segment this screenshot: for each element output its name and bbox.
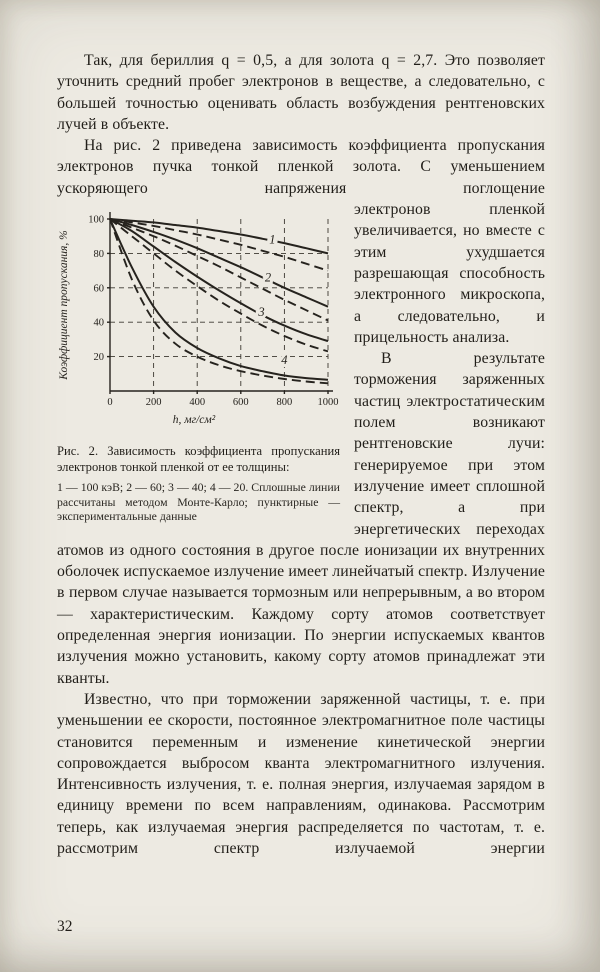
svg-text:600: 600 [232, 397, 249, 409]
figure-2-caption [57, 443, 340, 524]
figure-caption-title: Рис. 2. Зависимость коэффициента пропускания электронов тонкой пленкой от ее толщины: [57, 444, 340, 475]
svg-text:1: 1 [269, 232, 276, 247]
svg-text:2: 2 [264, 270, 272, 285]
svg-text:h, мг/см²: h, мг/см² [172, 414, 216, 427]
svg-text:3: 3 [258, 304, 265, 319]
svg-text:200: 200 [145, 397, 162, 409]
paragraph-fig2-continuation: электронов пленкой увеличивается, но вместе с этим ухудшается разрешающая способность электронного микроскопа, а следовательно, и прицельность анализа. [354, 201, 545, 346]
svg-text:80: 80 [93, 248, 104, 260]
figure-2 [57, 205, 340, 524]
figure-text-wrap [57, 199, 545, 689]
svg-text:4: 4 [281, 353, 288, 368]
paragraph-radiation-spectrum: Известно, что при торможении заряженной частицы, т. е. при уменьшении ее скорости, постоянное электромагнитное поле частицы становится переменным и изменение кинетической энергии сопровождается выбросом кванта электромагнитного излучения. Интенсивность излучения, т. е. полная энергия, излучаемая зарядом в единицу времени по всем направлениям, одинакова. Рассмотрим теперь, как излучаемая энергия распределяется по частотам, т. е. рассмотрим спектр излучаемой энергии [57, 690, 545, 857]
transmission-chart [57, 205, 340, 436]
svg-text:20: 20 [93, 352, 104, 364]
paragraph-bremsstrahlung: В результате торможения заряженных частиц электростатическим полем возникают рентгеновские лучи: генерируемое при этом излучение имеет сплошной спектр, а при энергетических переходах атомов из одного состояния в другое после ионизации их внутренних оболочек испускаемое излучение имеет линейчатый спектр. Излучение в первом случае называется тормозным или непрерывным, а во втором — характеристическим. Каждому сорту атомов соответствует определенная энергия ионизации. По энергии испускаемых квантов излучения можно установить, какому сорту атомов принадлежат эти кванты. [57, 350, 545, 687]
svg-text:40: 40 [93, 317, 104, 329]
figure-caption-legend: 1 — 100 кэВ; 2 — 60; 3 — 40; 4 — 20. Сплошные линии рассчитаны методом Монте-Карло; пунктирные — экспериментальные данные [57, 480, 340, 524]
svg-text:1000: 1000 [317, 397, 339, 409]
svg-text:60: 60 [93, 283, 104, 295]
paragraph-beryllium-gold: Так, для бериллия q = 0,5, а для золота q = 2,7. Это позволяет уточнить средний пробег электронов в веществе, а следовательно, с большей точностью оценивать область возбуждения рентгеновских лучей в объекте. [57, 52, 545, 133]
svg-text:0: 0 [107, 397, 113, 409]
svg-text:400: 400 [189, 397, 206, 409]
svg-text:Коэффициент пропускания, %: Коэффициент пропускания, % [58, 230, 70, 380]
page-content [57, 50, 545, 859]
svg-text:800: 800 [276, 397, 293, 409]
svg-text:100: 100 [88, 214, 104, 226]
paragraph-fig2-intro: На рис. 2 приведена зависимость коэффициента пропускания электронов пучка тонкой пленкой золота. С уменьшением ускоряющего напряжения поглощение [57, 137, 545, 197]
page-number: 32 [57, 918, 73, 935]
